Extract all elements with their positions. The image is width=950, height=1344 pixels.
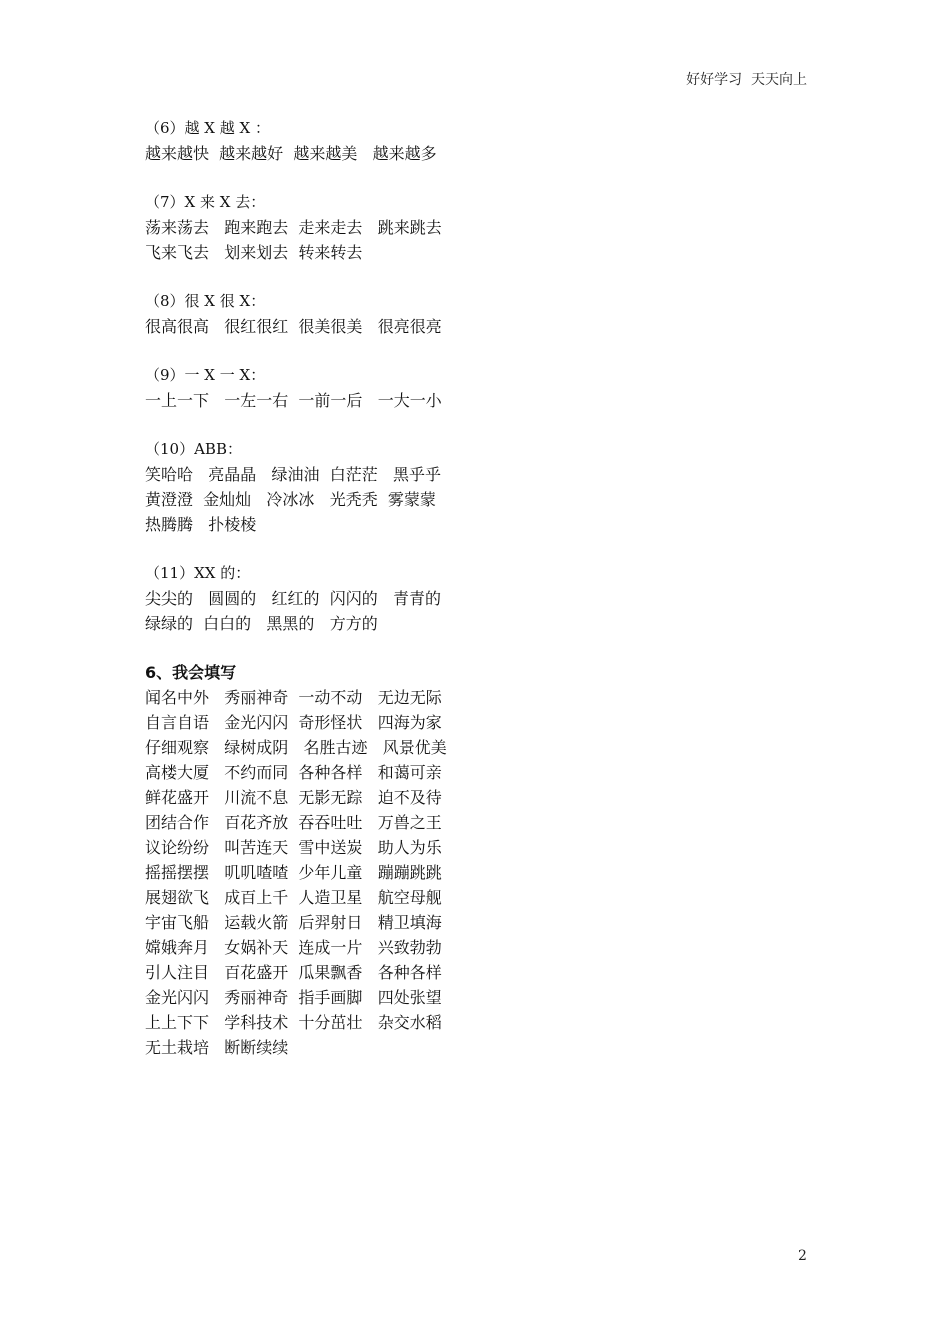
word-row: 越来越快 越来越好 越来越美 越来越多 bbox=[145, 144, 437, 163]
word-row: 热腾腾 扑棱棱 bbox=[145, 515, 257, 534]
group-heading: （11）XX 的： bbox=[145, 564, 251, 582]
word-row: 荡来荡去 跑来跑去 走来走去 跳来跳去 bbox=[145, 218, 442, 237]
word-row: 宇宙飞船 运载火箭 后羿射日 精卫填海 bbox=[145, 913, 442, 932]
group-heading: （8）很 X 很 X： bbox=[145, 292, 266, 310]
word-row: 无土栽培 断断续续 bbox=[145, 1038, 289, 1057]
group-heading: （9）一 X 一 X： bbox=[145, 366, 266, 384]
word-row: 绿绿的 白白的 黑黑的 方方的 bbox=[145, 614, 378, 633]
word-row: 自言自语 金光闪闪 奇形怪状 四海为家 bbox=[145, 713, 442, 732]
group-10 bbox=[145, 437, 825, 537]
group-heading: （10）ABB： bbox=[145, 440, 242, 458]
word-row: 黄澄澄 金灿灿 冷冰冰 光秃秃 雾蒙蒙 bbox=[145, 490, 436, 509]
page-number: 2 bbox=[798, 1248, 807, 1264]
word-row: 鲜花盛开 川流不息 无影无踪 迫不及待 bbox=[145, 788, 442, 807]
word-row: 金光闪闪 秀丽神奇 指手画脚 四处张望 bbox=[145, 988, 442, 1007]
word-row: 展翅欲飞 成百上千 人造卫星 航空母舰 bbox=[145, 888, 442, 907]
word-row: 很高很高 很红很红 很美很美 很亮很亮 bbox=[145, 317, 442, 336]
word-row: 引人注目 百花盛开 瓜果飘香 各种各样 bbox=[145, 963, 442, 982]
section-fill-in bbox=[145, 660, 825, 1060]
word-row: 尖尖的 圆圆的 红红的 闪闪的 青青的 bbox=[145, 589, 441, 608]
word-row: 仔细观察 绿树成阴 名胜古迹 风景优美 bbox=[145, 738, 447, 757]
section-title: 6、我会填写 bbox=[145, 663, 237, 682]
word-row: 飞来飞去 划来划去 转来转去 bbox=[145, 243, 363, 262]
group-6 bbox=[145, 116, 825, 166]
word-row: 一上一下 一左一右 一前一后 一大一小 bbox=[145, 391, 442, 410]
group-heading: （6）越 X 越 X ： bbox=[145, 119, 270, 137]
word-row: 摇摇摆摆 叽叽喳喳 少年儿童 蹦蹦跳跳 bbox=[145, 863, 442, 882]
group-11 bbox=[145, 561, 825, 636]
document-body bbox=[145, 116, 825, 1084]
group-heading: （7）X 来 X 去： bbox=[145, 193, 266, 211]
group-8 bbox=[145, 289, 825, 339]
page-header: 好好学习 天天向上 bbox=[686, 72, 807, 88]
word-row: 团结合作 百花齐放 吞吞吐吐 万兽之王 bbox=[145, 813, 442, 832]
word-row: 笑哈哈 亮晶晶 绿油油 白茫茫 黑乎乎 bbox=[145, 465, 441, 484]
group-7 bbox=[145, 190, 825, 265]
word-row: 闻名中外 秀丽神奇 一动不动 无边无际 bbox=[145, 688, 442, 707]
word-row: 议论纷纷 叫苦连天 雪中送炭 助人为乐 bbox=[145, 838, 442, 857]
word-row: 嫦娥奔月 女娲补天 连成一片 兴致勃勃 bbox=[145, 938, 442, 957]
word-row: 上上下下 学科技术 十分茁壮 杂交水稻 bbox=[145, 1013, 442, 1032]
group-9 bbox=[145, 363, 825, 413]
word-row: 高楼大厦 不约而同 各种各样 和蔼可亲 bbox=[145, 763, 442, 782]
